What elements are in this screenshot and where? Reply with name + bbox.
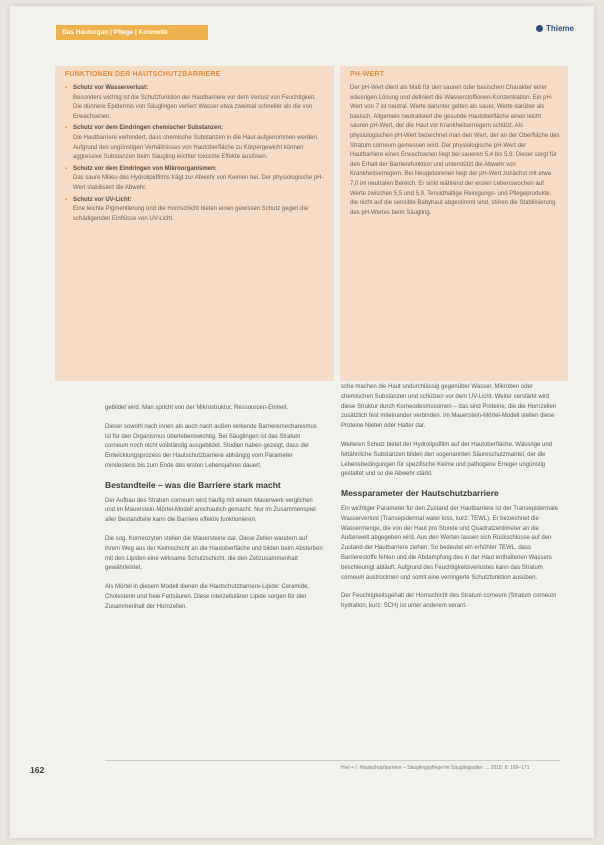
- publisher-logo: [536, 24, 574, 33]
- info-box-ph-value: [340, 66, 568, 381]
- paragraph: Der Aufbau des Stratum corneum wird häufig mit einem Mauerwerk verglichen und im Mauerstein-Mörtel-Modell anschaulich gemacht. Nur im Zusammenspiel aller Bestandteile kann die Barriere effektiv funktionieren.: [105, 497, 316, 524]
- section-heading: Messparameter der Hautschutzbarriere: [341, 488, 499, 499]
- page-number: 162: [30, 765, 45, 775]
- section-header-band: Das Hautorgan | Pflege | Kosmetik: [56, 25, 208, 40]
- footer-divider: [105, 760, 560, 761]
- bullet-icon: ▪: [65, 165, 68, 172]
- info-box-heading: PH-WERT: [350, 71, 385, 78]
- paragraph: Ein wichtiger Parameter für den Zustand der Hautbarriere ist der Transepidermale Wasserverlust (Transepidermal water loss, kurz: TEWL). Er bezeichnet die Wassermenge, die von der Haut pro Stunde und Quadratzentimeter an die Außenwelt abgegeben wird. Aus den Werten lassen sich Rückschlüsse auf den Zustand der Hautbarriere ziehen. So bedeutet ein erhöhter TEWL, dass Barrierestoffe fehlen und die Abdampfung des in der Haut enthaltenen Wassers beschleunigt abläuft. Aufgrund des Feuchtigkeitsverlustes kann das Stratum corneum austrocknen und somit eine verringerte Schutzfunktion ausüben.: [341, 505, 559, 581]
- list-item-text: Eine leichte Pigmentierung und die Hornschicht bieten einen gewissen Schutz gegen die schädigenden Einflüsse von UV-Licht.: [73, 206, 309, 222]
- paragraph: Weiteren Schutz bietet der Hydrolipidfilm auf der Hautoberfläche. Wässrige und fettähnliche Substanzen bilden den sogenannten Säureschutzmantel, der die Lebensbedingungen für spezifische Keime und pathogene Erreger ungünstig gestaltet und so die Abwehr stärkt.: [341, 441, 552, 478]
- list-item: [65, 165, 326, 194]
- section-heading: Bestandteile – was die Barriere stark macht: [105, 479, 281, 490]
- list-item-text: Die Hautbarriere verhindert, dass chemische Substanzen in die Haut aufgenommen werden. Aufgrund des ungünstigen Verhältnisses von Hautoberfläche zu Körpergewicht können aggressive Substanzen beim Säugling leichter toxische Effekte auslösen.: [73, 134, 319, 161]
- paragraph: Die sog. Korneozyten stellen die Mauersteine dar. Diese Zellen wandern auf ihrem Weg aus der Keimschicht an die Hautoberfläche und bilden beim Absterben mit den Lipiden eine wirksame Schutzschicht, die den Zellzusammenhalt gewährleistet.: [105, 535, 323, 572]
- bullet-icon: ▪: [65, 85, 68, 91]
- list-item: [65, 196, 326, 225]
- list-item-text: Besonders wichtig ist die Schutzfunktion der Hautbarriere vor dem Verlust von Feuchtigkeit. Die dünnere Epidermis von Säuglingen verliert Wasser etwa zweimal schneller als die von Erwachsenen.: [73, 94, 316, 120]
- list-item: [65, 124, 326, 162]
- list-item-text: Das saure Milieu des Hydrolipidfilms trägt zur Abwehr von Keimen bei. Der physiologische pH-Wert stabilisiert die Abwehr.: [73, 175, 324, 191]
- text-column-left: [105, 404, 323, 622]
- bullet-icon: ▪: [65, 125, 68, 132]
- paragraph: Der Feuchtigkeitsgehalt der Hornschicht des Stratum corneum (Stratum corneum hydration, kurz: SCH) ist unter anderem verant-: [341, 593, 557, 610]
- list-item-title: Schutz vor dem Eindringen chemischer Substanzen:: [73, 125, 224, 132]
- list-item-title: Schutz vor Wasserverlust:: [73, 85, 149, 91]
- logo-icon: [536, 25, 543, 32]
- paragraph: sche machen die Haut undurchlässig gegenüber Wasser, Mikroben oder chemischen Substanzen und schützen vor dem UV-Licht. Weiter verstärkt wird diese Struktur durch Korneodesmosomen – das sind Proteine, die die Hornzellen zusätzlich fest miteinander verbinden. Im Mauerstein-Mörtel-Modell stellen diese Proteine Nieten oder Halter dar.: [341, 384, 557, 430]
- footer-citation: Heil + I. Hautschutzbarriere – Säuglingspflege im Säuglingsalter. ... 2015; 8: 160–171: [341, 765, 530, 771]
- list-item-title: Schutz vor UV-Licht:: [73, 196, 132, 203]
- logo-text: Thieme: [545, 24, 574, 33]
- text-column-right: [341, 383, 563, 621]
- paragraph: Als Mörtel in diesem Modell dienen die Hautschutzbarriere-Lipide: Ceramide, Cholesterin und freie Fettsäuren. Diese interzellulären Lipide sorgen für den Zusammenhalt der Hornzellen.: [105, 584, 310, 610]
- paragraph: Dieser sowohl nach innen als auch nach außen wirkende Barrieremechanismus ist für den Organismus überlebenswichtig. Bei Säuglingen ist das Stratum corneum noch nicht vollständig ausgebildet. Studien haben gezeigt, dass der Entwicklungsprozess der Hautschutzbarriere abhängig vom Parameter mindestens bis zum Ende des ersten Lebensjahres dauert.: [105, 423, 317, 469]
- bullet-icon: ▪: [65, 196, 68, 203]
- info-box-heading: FUNKTIONEN DER HAUTSCHUTZBARRIERE: [65, 71, 221, 78]
- info-box-text: Der pH-Wert dient als Maß für den sauren oder basischen Charakter einer wässrigen Lösung und definiert die Wasserstoffionen-Konzentration. Ein pH-Wert von 7 ist neutral. Werte darunter gelten als sauer, Werte darüber als basisch. Allgemein neutralisiert die gesunde Hautoberfläche einen leicht sauren pH-Wert, der die Haut vor Krankheitserregern schützt. Als physiologischen pH-Wert bezeichnet man den Wert, der an der Oberfläche des Stratum corneum gemessen wird. Der physiologische pH-Wert der Hautbarriere eines Erwachsenen liegt bei saueren 5,4 bis 5,9. Dieser sorgt für den Erhalt der Barrierefunktion und unterstützt die Abwehr von Krankheitserregern. Bei Neugeborenen liegt der pH-Wert zunächst mit etwa 7,0 im neutralen Bereich. Er sinkt während der ersten Lebenswochen auf Werte zwischen 5,5 und 5,9. Tensidhaltige Reinigungs- und Pflegeprodukte, die nicht auf die sensible Babyhaut abgestimmt sind, stören die Stabilisierung des pH-Wertes beim Säugling.: [350, 85, 560, 216]
- paragraph: gebildet wird. Man spricht von der Mikrostruktur, Ressourcen-Einheit.: [105, 405, 289, 411]
- list-item: [65, 84, 326, 122]
- function-list: [65, 84, 326, 226]
- info-box-barrier-functions: [55, 66, 334, 381]
- list-item-title: Schutz vor dem Eindringen von Mikroorganismen:: [73, 165, 217, 172]
